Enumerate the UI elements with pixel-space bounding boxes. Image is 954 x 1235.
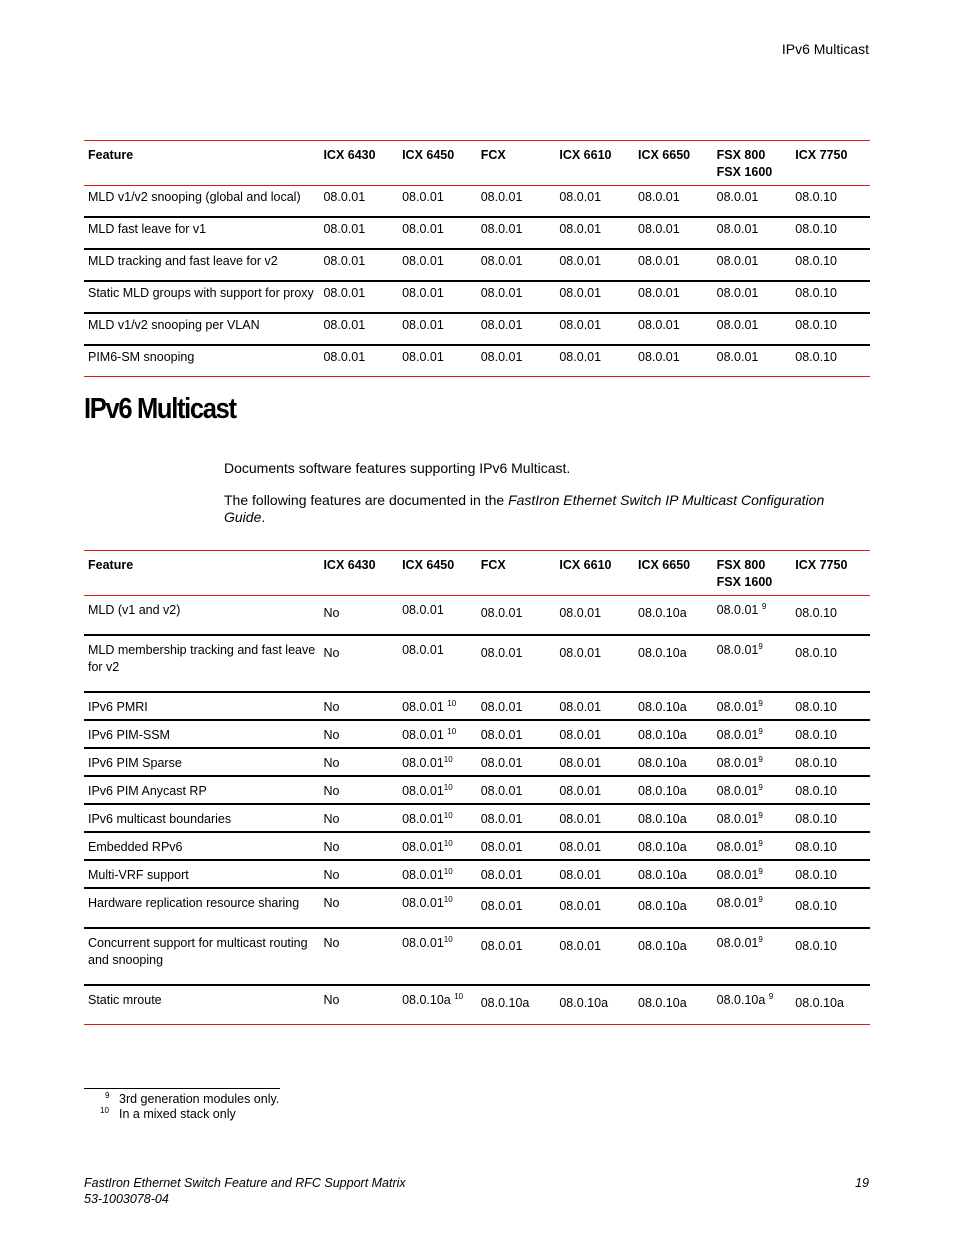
version-cell: 08.0.01 [477,217,556,249]
version-cell: 08.0.01$^9$ [713,720,792,748]
table-row [84,776,870,804]
version-cell: 08.0.01 [555,720,634,748]
version-cell: 08.0.01 [634,345,713,377]
footnote-ref: 9 [761,602,767,611]
version-cell: 08.0.10 [791,888,870,928]
footer-page-number: 19 [855,1176,869,1190]
version-cell: 08.0.01$^9$ [713,635,792,692]
feature-cell: MLD v1/v2 snooping per VLAN [84,313,319,345]
table-row [84,720,870,748]
table-row [84,186,870,218]
feature-cell: IPv6 PIM Anycast RP [84,776,319,804]
column-header: ICX 6610 [555,551,634,596]
version-cell: 08.0.01$^9$ [713,692,792,720]
version-cell: 08.0.01 [555,281,634,313]
version-cell: 08.0.01 [555,748,634,776]
version-cell: 08.0.10a [634,804,713,832]
intro-paragraph: Documents software features supporting IPv6 Multicast. [224,460,571,476]
footnote-ref: 10 [443,935,453,944]
table-row [84,635,870,692]
version-cell: 08.0.01 [713,345,792,377]
version-cell: 08.0.01 [398,635,477,692]
column-header: ICX 6450 [398,551,477,596]
footnote-ref: 9 [768,992,774,1001]
table-row [84,313,870,345]
table-row [84,217,870,249]
footnote-ref: 9 [758,839,763,848]
feature-cell: MLD tracking and fast leave for v2 [84,249,319,281]
feature-cell: MLD membership tracking and fast leave for v2 [84,635,319,692]
version-cell: 08.0.01 [555,776,634,804]
version-cell: 08.0.01 [477,928,556,985]
footnote-ref: 10 [443,839,453,848]
footnote-number: 10 [100,1106,109,1115]
table-row [84,804,870,832]
version-cell: 08.0.01 [477,888,556,928]
version-cell: No [319,596,398,636]
version-cell: 08.0.01 [555,692,634,720]
footnote-ref: 9 [758,935,763,944]
footnote-ref: 10 [443,755,453,764]
version-cell: 08.0.01 [555,804,634,832]
version-cell: 08.0.10a [634,635,713,692]
version-cell: 08.0.01$^9$ [713,928,792,985]
running-header: IPv6 Multicast [781,41,869,57]
version-cell: 08.0.10a [634,888,713,928]
version-cell: 08.0.01$^{10}$ [398,748,477,776]
footnote-ref: 9 [758,642,763,651]
footnote-ref: 9 [758,895,763,904]
version-cell: 08.0.10a [634,985,713,1025]
version-cell: 08.0.10 [791,186,870,218]
version-cell: 08.0.01 [398,596,477,636]
footnote-number: 9 [105,1091,110,1100]
table-row [84,692,870,720]
column-header: FCX [477,141,556,186]
column-header: ICX 6430 [319,141,398,186]
version-cell: No [319,635,398,692]
guide-prefix: The following features are documented in the [224,492,509,508]
version-cell: 08.0.01$^{10}$ [398,804,477,832]
version-cell: 08.0.01 [713,249,792,281]
version-cell: No [319,776,398,804]
version-cell: 08.0.01$^9$ [713,776,792,804]
version-cell: 08.0.01$^{10}$ [398,860,477,888]
version-cell: 08.0.01 [319,186,398,218]
version-cell: No [319,832,398,860]
version-cell: 08.0.01 [555,345,634,377]
version-cell: No [319,888,398,928]
version-cell: 08.0.10 [791,635,870,692]
mld-snooping-table [84,140,870,377]
version-cell: 08.0.01 [555,860,634,888]
version-cell: 08.0.01 [477,313,556,345]
feature-cell: PIM6-SM snooping [84,345,319,377]
version-cell: 08.0.10a [634,832,713,860]
version-cell: 08.0.01 [477,692,556,720]
table-row [84,860,870,888]
footnote-text: In a mixed stack only [119,1107,236,1121]
version-cell: 08.0.01 [319,217,398,249]
version-cell: 08.0.01 [398,186,477,218]
footer-doc-title: FastIron Ethernet Switch Feature and RFC Support Matrix [84,1176,406,1190]
version-cell: 08.0.01 [477,720,556,748]
version-cell: 08.0.01 [477,860,556,888]
version-cell: 08.0.01 [398,281,477,313]
version-cell: 08.0.10a $^9$ [713,985,792,1025]
version-cell: 08.0.01 [634,249,713,281]
guide-suffix: . [261,509,266,525]
version-cell: 08.0.01 [477,249,556,281]
version-cell: 08.0.01 [477,804,556,832]
footnote-ref: 10 [447,699,457,708]
footnote-ref: 9 [758,727,763,736]
version-cell: 08.0.10a [555,985,634,1025]
table-row [84,281,870,313]
column-header: ICX 7750 [791,551,870,596]
version-cell: No [319,928,398,985]
column-header: FSX 800 FSX 1600 [713,551,792,596]
footnote-ref: 10 [454,992,464,1001]
version-cell: 08.0.01 [477,748,556,776]
version-cell: 08.0.01 [477,281,556,313]
version-cell: 08.0.01 [477,345,556,377]
footnote-ref: 10 [443,811,453,820]
version-cell: No [319,985,398,1025]
version-cell: 08.0.10 [791,281,870,313]
version-cell: 08.0.10a [477,985,556,1025]
version-cell: 08.0.10a [791,985,870,1025]
version-cell: 08.0.10a [634,720,713,748]
feature-cell: Static MLD groups with support for proxy [84,281,319,313]
column-header: Feature [84,551,319,596]
feature-cell: Concurrent support for multicast routing and snooping [84,928,319,985]
table-row [84,985,870,1025]
footnote-ref: 10 [443,783,453,792]
version-cell: 08.0.10 [791,832,870,860]
table-row [84,249,870,281]
version-cell: 08.0.10a [634,860,713,888]
guide-reference-paragraph [224,492,834,526]
version-cell: 08.0.01 [398,217,477,249]
table-header [84,551,870,596]
feature-cell: Static mroute [84,985,319,1025]
feature-cell: Hardware replication resource sharing [84,888,319,928]
version-cell: 08.0.10 [791,776,870,804]
ipv6-multicast-table [84,550,870,1025]
column-header: FSX 800 FSX 1600 [713,141,792,186]
version-cell: 08.0.10 [791,928,870,985]
footnote-ref: 9 [758,811,763,820]
footer-document-info [84,1175,406,1207]
version-cell: 08.0.01 [555,832,634,860]
version-cell: No [319,748,398,776]
feature-cell: MLD (v1 and v2) [84,596,319,636]
table-row [84,928,870,985]
column-header: ICX 6650 [634,551,713,596]
version-cell: 08.0.01 [398,345,477,377]
version-cell: 08.0.10 [791,804,870,832]
footnote-ref: 10 [443,895,453,904]
version-cell: 08.0.01 [713,281,792,313]
version-cell: No [319,804,398,832]
version-cell: 08.0.10a [634,596,713,636]
footnote-ref: 10 [443,867,453,876]
version-cell: 08.0.01 $^9$ [713,596,792,636]
table-row [84,345,870,377]
version-cell: No [319,860,398,888]
footnote-ref: 10 [447,727,457,736]
guide-title: FastIron Ethernet Switch IP Multicast Configuration Guide [224,492,825,525]
table-header [84,141,870,186]
version-cell: 08.0.01 [555,928,634,985]
table-row [84,832,870,860]
version-cell: 08.0.01 [398,249,477,281]
column-header: ICX 6430 [319,551,398,596]
version-cell: 08.0.01 [319,281,398,313]
version-cell: 08.0.01 [555,313,634,345]
column-header: ICX 6610 [555,141,634,186]
column-header: FCX [477,551,556,596]
version-cell: 08.0.01 [477,635,556,692]
version-cell: No [319,692,398,720]
footer-doc-number: 53-1003078-04 [84,1192,169,1206]
version-cell: 08.0.10 [791,345,870,377]
version-cell: 08.0.01 [634,186,713,218]
version-cell: 08.0.10 [791,692,870,720]
version-cell: 08.0.01 [634,217,713,249]
version-cell: 08.0.01 [477,596,556,636]
version-cell: 08.0.10a $^{10}$ [398,985,477,1025]
version-cell: 08.0.01 [319,249,398,281]
column-header: ICX 7750 [791,141,870,186]
version-cell: 08.0.01$^{10}$ [398,832,477,860]
footnote-ref: 9 [758,867,763,876]
version-cell: 08.0.01 [555,888,634,928]
version-cell: 08.0.01 [713,186,792,218]
feature-cell: IPv6 multicast boundaries [84,804,319,832]
version-cell: 08.0.10a [634,776,713,804]
table-row [84,596,870,636]
version-cell: 08.0.01 [555,635,634,692]
column-header: Feature [84,141,319,186]
version-cell: 08.0.01$^9$ [713,860,792,888]
footnote-ref: 9 [758,783,763,792]
version-cell: 08.0.01 [477,186,556,218]
footnote-ref: 9 [758,699,763,708]
feature-cell: IPv6 PIM-SSM [84,720,319,748]
version-cell: 08.0.10a [634,928,713,985]
version-cell: 08.0.01$^9$ [713,832,792,860]
footnote-divider [84,1088,280,1089]
version-cell: No [319,720,398,748]
version-cell: 08.0.01$^9$ [713,748,792,776]
version-cell: 08.0.01$^{10}$ [398,888,477,928]
section-heading: IPv6 Multicast [84,393,236,425]
footnote-text: 3rd generation modules only. [119,1092,280,1106]
version-cell: 08.0.10 [791,217,870,249]
version-cell: 08.0.01 [713,217,792,249]
version-cell: 08.0.01 [319,313,398,345]
version-cell: 08.0.01$^{10}$ [398,776,477,804]
feature-cell: MLD fast leave for v1 [84,217,319,249]
version-cell: 08.0.10a [634,748,713,776]
version-cell: 08.0.01 [477,832,556,860]
version-cell: 08.0.01 [634,281,713,313]
column-header: ICX 6450 [398,141,477,186]
version-cell: 08.0.01 [713,313,792,345]
feature-cell: IPv6 PMRI [84,692,319,720]
version-cell: 08.0.01$^9$ [713,804,792,832]
version-cell: 08.0.10 [791,313,870,345]
version-cell: 08.0.10a [634,692,713,720]
version-cell: 08.0.01 [555,217,634,249]
table-row [84,888,870,928]
version-cell: 08.0.01 [555,596,634,636]
version-cell: 08.0.01$^{10}$ [398,928,477,985]
feature-cell: IPv6 PIM Sparse [84,748,319,776]
version-cell: 08.0.01 [555,186,634,218]
footnote-ref: 9 [758,755,763,764]
version-cell: 08.0.01 [634,313,713,345]
version-cell: 08.0.10 [791,249,870,281]
table-row [84,748,870,776]
version-cell: 08.0.10 [791,596,870,636]
version-cell: 08.0.01 $^{10}$ [398,720,477,748]
version-cell: 08.0.01 $^{10}$ [398,692,477,720]
feature-cell: MLD v1/v2 snooping (global and local) [84,186,319,218]
version-cell: 08.0.10 [791,860,870,888]
version-cell: 08.0.01 [319,345,398,377]
version-cell: 08.0.01$^9$ [713,888,792,928]
version-cell: 08.0.01 [398,313,477,345]
version-cell: 08.0.01 [477,776,556,804]
column-header: ICX 6650 [634,141,713,186]
feature-cell: Embedded RPv6 [84,832,319,860]
version-cell: 08.0.01 [555,249,634,281]
feature-cell: Multi-VRF support [84,860,319,888]
version-cell: 08.0.10 [791,748,870,776]
version-cell: 08.0.10 [791,720,870,748]
